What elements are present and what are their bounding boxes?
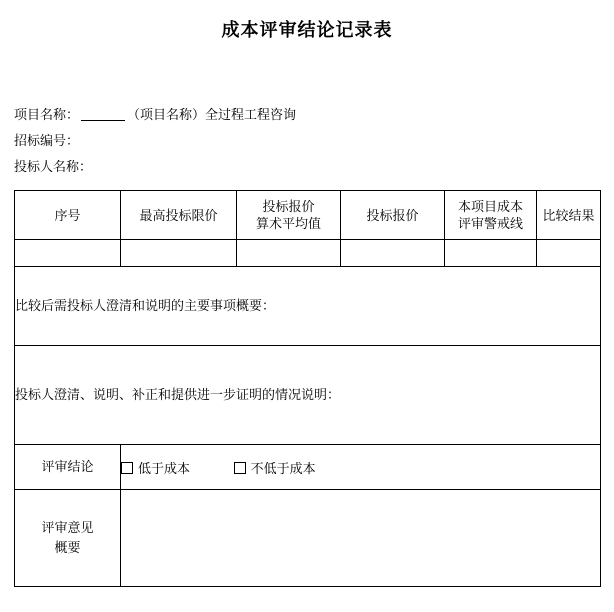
opinion-label-line: 评审意见 — [41, 520, 94, 535]
opinion-value-cell[interactable] — [121, 490, 601, 587]
checkbox-not-below-cost-label: 不低于成本 — [250, 460, 316, 476]
conclusion-label: 评审结论 — [15, 445, 121, 490]
project-name-label: 项目名称： — [14, 107, 80, 122]
note-row-1 — [15, 267, 601, 346]
header-text: 算术平均值 — [255, 216, 321, 231]
table-header-row — [15, 191, 601, 240]
header-text: 投标报价 — [366, 207, 419, 223]
checkbox-icon[interactable] — [234, 462, 246, 474]
opinion-label — [15, 490, 121, 587]
conclusion-row — [15, 445, 601, 490]
header-text: 投标报价 — [262, 199, 315, 214]
clarification-summary-cell[interactable]: 比较后需投标人澄清和说明的主要事项概要： — [15, 267, 601, 346]
checkbox-icon[interactable] — [121, 462, 133, 474]
opinion-row — [15, 490, 601, 587]
project-name-line — [14, 102, 614, 128]
checkbox-not-below-cost[interactable] — [234, 458, 316, 477]
cell-本项目成本评审警戒线[interactable] — [445, 240, 537, 267]
cell-最高投标限价[interactable] — [121, 240, 237, 267]
bid-number-label: 招标编号： — [14, 133, 80, 148]
project-name-blank[interactable] — [81, 107, 125, 121]
table-row — [15, 240, 601, 267]
table-header-cell-3 — [341, 191, 445, 240]
header-text: 序号 — [54, 207, 81, 223]
header-text: 本项目成本 — [457, 199, 523, 214]
bidder-name-label: 投标人名称： — [14, 159, 93, 174]
table-header-cell-1 — [121, 191, 237, 240]
note-row-2 — [15, 346, 601, 445]
conclusion-options — [121, 445, 601, 490]
meta-block — [14, 102, 614, 180]
checkbox-below-cost-label: 低于成本 — [138, 460, 191, 476]
document-page — [0, 16, 614, 612]
table-header-cell-0 — [15, 191, 121, 240]
page-title: 成本评审结论记录表 — [221, 20, 393, 40]
cost-review-table — [14, 190, 601, 587]
project-name-hint: （项目名称）全过程工程咨询 — [127, 107, 297, 122]
table-header-cell-4 — [445, 191, 537, 240]
table-header-cell-2 — [237, 191, 341, 240]
cell-投标报价[interactable] — [341, 240, 445, 267]
checkbox-below-cost[interactable] — [121, 458, 190, 477]
cell-比较结果[interactable] — [537, 240, 601, 267]
cell-序号[interactable] — [15, 240, 121, 267]
bid-number-line — [14, 128, 614, 154]
cell-投标报价算术平均值[interactable] — [237, 240, 341, 267]
bidder-name-line — [14, 154, 614, 180]
header-text: 评审警戒线 — [457, 216, 523, 231]
header-text: 比较结果 — [542, 207, 595, 223]
header-text: 最高投标限价 — [139, 207, 218, 223]
table-header-cell-5 — [537, 191, 601, 240]
clarification-explanation-cell[interactable]: 投标人澄清、说明、补正和提供进一步证明的情况说明： — [15, 346, 601, 445]
opinion-label-line: 概要 — [54, 540, 81, 555]
